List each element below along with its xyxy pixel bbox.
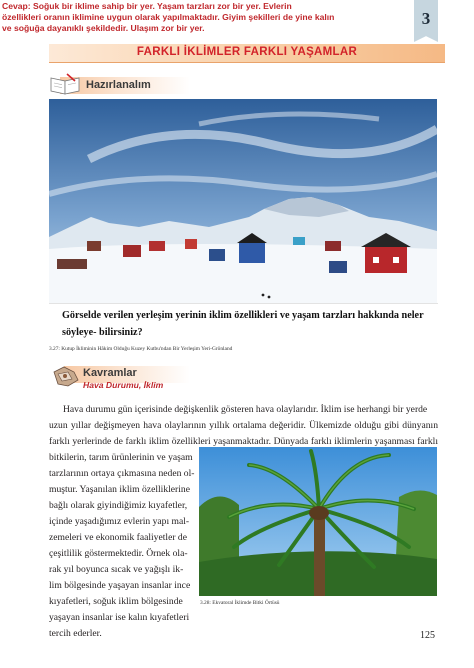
answer-line: Cevap: Soğuk bir iklime sahip bir yer. Yaşam tarzları zor bir yer. Evlerin	[2, 1, 292, 11]
answer-line: ve soğuğa dayanıklı şekildedir. Ulaşım zor bir yer.	[2, 23, 205, 33]
body-line: tercih ederler.	[49, 628, 102, 639]
concepts-subtitle: Hava Durumu, İklim	[83, 380, 164, 390]
body-line: rak yıl boyunca sıcak ve yağışlı ik-	[49, 564, 184, 575]
body-line: içinde yaşadığımız evlerin yapı mal-	[49, 516, 190, 527]
greenland-settlement-photo	[49, 99, 437, 317]
answer-note	[2, 1, 397, 34]
title-underline	[49, 62, 445, 63]
body-line: zemeleri ve ekonomik faaliyetler de	[49, 532, 187, 543]
body-line: muştur. Yaşanılan iklim özelliklerine	[49, 484, 190, 495]
question-text: Görselde verilen yerleşim yerinin iklim özellikleri ve yaşam tarzları hakkında neler söyleye- bilirsiniz?	[62, 310, 424, 338]
body-line: lim bölgesinde yaşayan insanlar ince	[49, 580, 191, 591]
palm-tree-photo	[199, 447, 437, 596]
page-number: 125	[420, 630, 435, 641]
prepare-label: Hazırlanalım	[86, 79, 151, 91]
photo-illustration	[199, 447, 437, 596]
unit-number: 3	[421, 9, 431, 28]
concepts-label: Kavramlar	[83, 367, 137, 379]
photo1-caption: 3.27: Kutup İkliminin Hâkim Olduğu Kuzey Kutbu'ndan Bir Yerleşim Yeri-Grönland	[49, 346, 233, 352]
page-title: FARKLI İKLİMLER FARKLI YAŞAMLAR	[136, 46, 358, 58]
body-line: bitkilerin, tarım ürünlerinin ve yaşam	[49, 452, 193, 463]
body-line: Hava durumu gün içerisinde değişkenlik gösteren hava olaylarıdır. İklim ise herhangi bir yerde	[63, 404, 428, 415]
body-line: bağlı olarak giyindiğimiz kıyafetler,	[49, 500, 188, 511]
photo2-caption: 3.28: Ekvatoral İklimde Bitki Örtüsü	[200, 600, 280, 606]
body-line: uzun yıllar değişmeyen hava olaylarının yıllık ortalama değeridir. Ülkemizde olduğu gibi dünyanın	[49, 420, 438, 431]
open-book-icon	[49, 72, 83, 96]
body-line: farklı yerlerinde de farklı iklim özellikleri yaşanmaktadır. Dünyada farklı iklimlerin yaşanması farklı	[49, 436, 438, 447]
concepts-icon	[50, 364, 82, 390]
body-line: tarzlarının ortaya çıkmasına neden ol-	[49, 468, 195, 479]
body-line: çeşitlilik göstermektedir. Örnek ola-	[49, 548, 188, 559]
body-line: yaşayan insanlar ise kalın kıyafetleri	[49, 612, 190, 623]
body-line: kıyafetleri, soğuk iklim bölgesinde	[49, 596, 183, 607]
photo-illustration	[49, 99, 437, 317]
answer-line: özellikleri oranın iklimine uygun olarak yapılmaktadır. Giyim şekilleri de yine kalın	[2, 12, 335, 22]
